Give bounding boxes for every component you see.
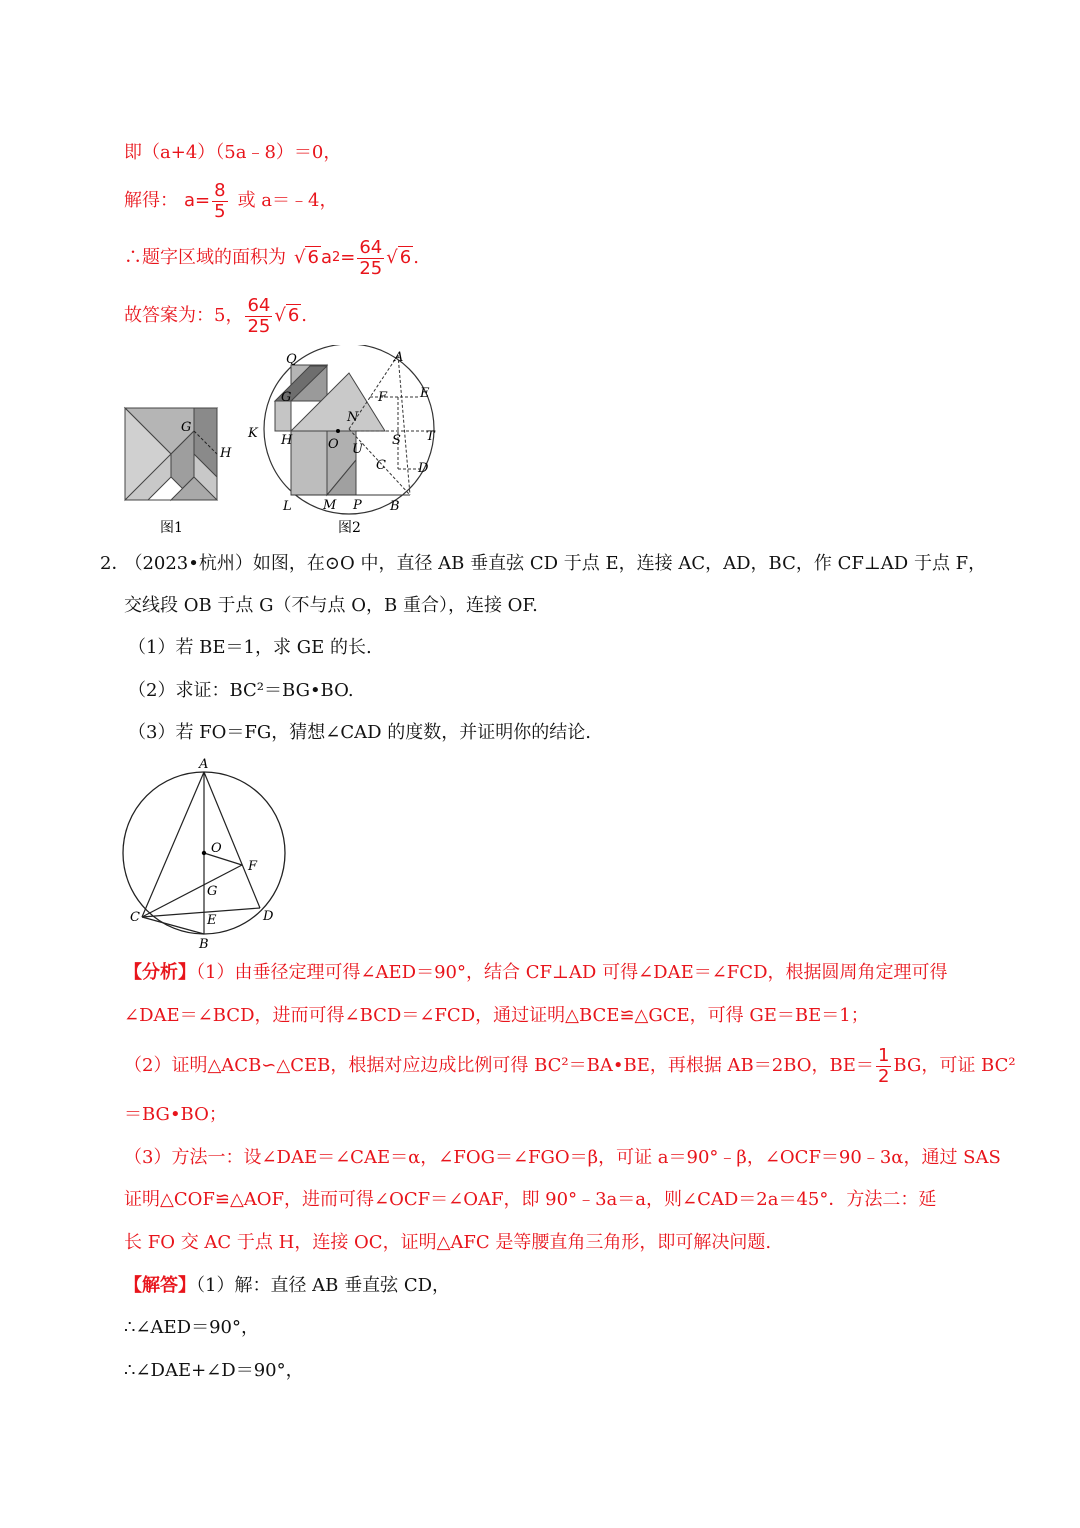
question-3: （3）若 FO＝FG，猜想∠CAD 的度数，并证明你的结论. <box>128 722 592 743</box>
circle-label-f: F <box>248 859 258 874</box>
fig2-label-m: M <box>323 498 337 513</box>
circle-label-d: D <box>263 909 274 924</box>
fraction: $\frac{64}{25}$ <box>247 294 271 337</box>
figure-2 <box>247 345 436 536</box>
solution-line: ∴∠DAE+∠D＝90°， <box>124 1360 304 1381</box>
problem-stem-line: 2． （2023•杭州）如图，在⊙O 中，直径 AB 垂直弦 CD 于点 E，连接 AC，AD，BC，作 CF⊥AD 于点 F， <box>100 553 987 574</box>
fig1-label-g: G <box>181 420 192 435</box>
figure-1 <box>125 408 232 536</box>
fig1-label-h: H <box>220 446 232 461</box>
analysis-line: 【分析】（1）由垂径定理可得∠AED＝90°，结合 CF⊥AD 可得∠DAE＝∠FCD，根据圆周角定理可得 <box>124 962 948 983</box>
analysis-line: ∠DAE＝∠BCD，进而可得∠BCD＝∠FCD，通过证明△BCE≌△GCE，可得 GE＝BE＝1； <box>124 1005 869 1026</box>
fig2-label-b: B <box>390 499 400 514</box>
fig2-label-h: H <box>281 433 293 448</box>
circle-label-o: O <box>211 841 222 856</box>
fig2-caption: 图2 <box>338 520 361 536</box>
fig2-label-q: Q <box>286 352 297 367</box>
fig2-label-g: G <box>281 390 292 405</box>
circle-label-a: A <box>199 757 209 772</box>
text-line: 即（a+4）（5a﹣8）＝0， <box>124 142 342 163</box>
figure-tangram <box>110 345 460 540</box>
fig2-label-s: S <box>392 433 401 448</box>
fraction: $\frac{64}{25}$ <box>359 236 383 279</box>
fraction: $\frac{8}{5}$ <box>214 179 226 222</box>
fraction: $\frac{1}{2}$ <box>877 1044 890 1087</box>
circle-label-c: C <box>130 910 140 925</box>
circle-label-b: B <box>199 937 209 952</box>
analysis-line: ＝BG•BO； <box>124 1104 227 1125</box>
fig2-label-e: E <box>420 386 430 401</box>
fig2-label-n: N <box>347 410 359 425</box>
question-1: （1）若 BE＝1，求 GE 的长. <box>128 637 372 658</box>
fig2-label-p: P <box>353 498 362 513</box>
fig2-label-u: U <box>352 442 363 457</box>
fig1-caption: 图1 <box>160 520 183 536</box>
circle-label-e: E <box>207 913 217 928</box>
fig2-label-o: O <box>328 437 339 452</box>
figure-circle <box>115 752 290 952</box>
fig2-label-k: K <box>248 426 258 441</box>
fig2-label-c: C <box>376 458 386 473</box>
sqrt: √ 6 <box>274 305 300 326</box>
solution-line: ∴∠AED＝90°， <box>124 1317 260 1338</box>
analysis-line: 证明△COF≌△AOF，进而可得∠OCF＝∠OAF，即 90°﹣3a＝a，则∠CAD＝2a＝45°．方法二：延 <box>124 1189 937 1210</box>
circle-label-g: G <box>207 884 218 899</box>
fig2-label-d: D <box>418 461 429 476</box>
solution-line: 【解答】（1）解：直径 AB 垂直弦 CD， <box>124 1275 451 1296</box>
text-line: 故答案为：5， $\frac{64}{25}$ √ 6 . <box>124 294 308 337</box>
analysis-line: （2）证明△ACB∽△CEB，根据对应边成比例可得 BC²＝BA•BE，再根据 AB＝2BO，BE＝ $\frac{1}{2}$ BG，可证 BC² <box>124 1044 1016 1087</box>
fig2-label-f: F <box>378 390 388 405</box>
text-line: ∴题字区域的面积为 √ 6 a 2 = $\frac{64}{25}$ √ 6 . <box>124 236 419 279</box>
sqrt: √ 6 <box>294 247 319 268</box>
fig2-label-l: L <box>283 499 292 514</box>
problem-stem-line: 交线段 OB 于点 G（不与点 O，B 重合），连接 OF. <box>124 595 538 616</box>
analysis-line: 长 FO 交 AC 于点 H，连接 OC，证明△AFC 是等腰直角三角形，即可解决问题. <box>124 1232 772 1253</box>
question-2: （2）求证：BC²＝BG•BO. <box>128 680 354 701</box>
fig2-label-t: T <box>426 429 435 444</box>
analysis-line: （3）方法一：设∠DAE＝∠CAE＝α，∠FOG＝∠FGO＝β，可证 a＝90°﹣β，∠OCF＝90﹣3α，通过 SAS <box>124 1147 1001 1168</box>
fig2-label-a: A <box>394 350 404 365</box>
sqrt: √ 6 <box>386 247 412 268</box>
text-line: 解得： a= $\frac{8}{5}$ 或 a＝﹣4， <box>124 179 338 222</box>
